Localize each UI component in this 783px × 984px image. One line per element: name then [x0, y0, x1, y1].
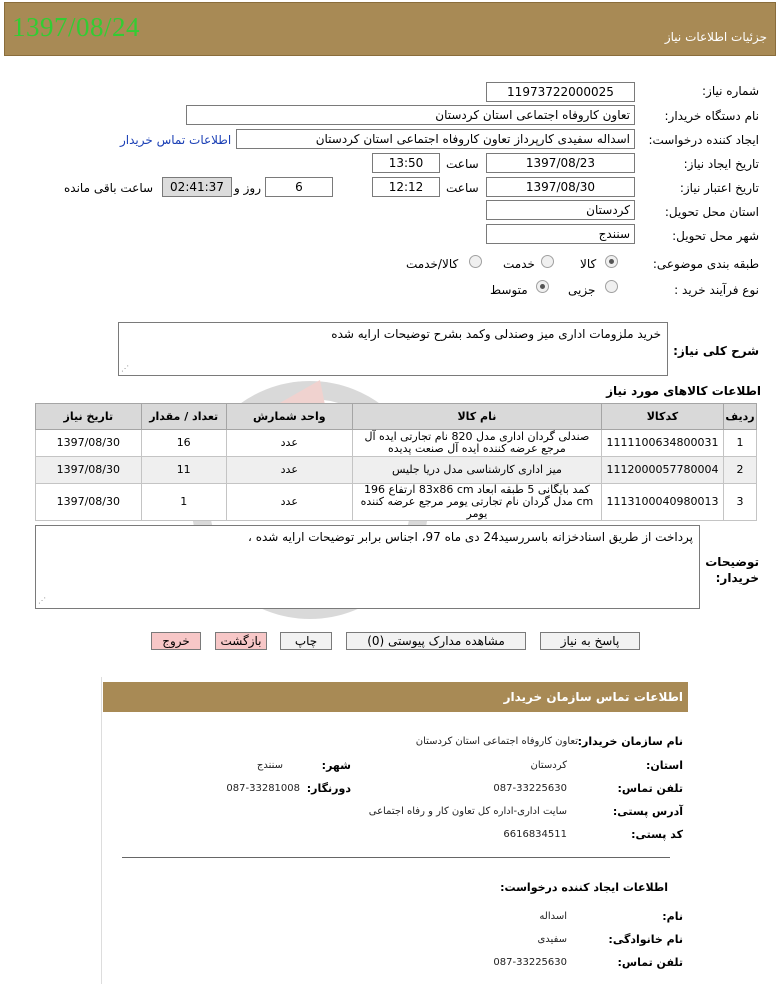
- contact-phone-label: تلفن تماس:: [617, 782, 683, 795]
- contact-postal-label: کد پستی:: [631, 828, 683, 841]
- category-option-both: کالا/خدمت: [406, 257, 459, 271]
- item-name: کمد بایگانی 5 طبقه ابعاد 83x86 cm ارتفاع 196 cm مدل گردان نام تجارتی یومر مرجع عرضه کننده یومر: [352, 484, 601, 521]
- item-date: 1397/08/30: [36, 457, 142, 484]
- validity-date-label: تاریخ اعتبار نیاز:: [679, 181, 759, 195]
- created-date-label: تاریخ ایجاد نیاز:: [683, 157, 759, 171]
- buyer-notes-label: توضیحات خریدار:: [705, 555, 759, 585]
- item-code: 1111100634800031: [601, 430, 723, 457]
- summary-text: خرید ملزومات اداری میز وصندلی وکمد بشرح توضیحات ارایه شده: [331, 327, 661, 341]
- print-button[interactable]: چاپ: [280, 632, 332, 650]
- category-label: طبقه بندی موضوعی:: [652, 257, 759, 271]
- contact-province-value: کردستان: [530, 760, 567, 771]
- contact-phone-value: 087-33225630: [493, 783, 567, 794]
- row-index: 1: [723, 430, 756, 457]
- created-time-label: ساعت: [446, 157, 479, 171]
- need-number-field[interactable]: 1197372200002​5: [486, 82, 635, 102]
- item-unit: عدد: [226, 430, 352, 457]
- items-header-row: [36, 404, 757, 430]
- remaining-time-field: 02:41:37: [162, 177, 232, 197]
- creator-first-name-value: اسداله: [539, 911, 567, 922]
- contact-city-value: سنندج: [256, 760, 283, 771]
- creator-first-name-label: نام:: [662, 910, 683, 923]
- buyer-notes-textarea[interactable]: [35, 525, 700, 609]
- validity-date-field[interactable]: 1397/08/30: [486, 177, 635, 197]
- item-name: میز اداری کارشناسی مدل دریا جلیس: [352, 457, 601, 484]
- item-qty: 1: [141, 484, 226, 521]
- process-option-minor: جزیی: [568, 283, 596, 297]
- days-field[interactable]: 6: [265, 177, 333, 197]
- col-header-row-number: ردیف: [723, 404, 756, 430]
- item-code: 1113100040980013: [601, 484, 723, 521]
- summary-label: شرح کلی نیاز:: [673, 344, 759, 358]
- reply-button[interactable]: پاسخ به نیاز: [540, 632, 640, 650]
- buyer-org-label: نام دستگاه خریدار:: [664, 109, 759, 123]
- item-date: 1397/08/30: [36, 430, 142, 457]
- requester-field[interactable]: اسداله سفیدی کارپرداز تعاون کاروفاه اجتماعی استان کردستان: [236, 129, 635, 149]
- col-header-name: نام کالا: [352, 404, 601, 430]
- days-label: روز و: [234, 181, 261, 195]
- province-field[interactable]: کردستان: [486, 200, 635, 220]
- creator-last-name-value: سفیدی: [537, 934, 567, 945]
- items-table: [35, 403, 757, 521]
- buyer-notes-text: پرداخت از طریق اسنادخزانه باسررسید24 دی ماه 97، اجناس برابر توضیحات ارایه شده ،: [248, 530, 693, 544]
- col-header-unit: واحد شمارش: [226, 404, 352, 430]
- category-option-service: خدمت: [503, 257, 535, 271]
- resize-grip-icon[interactable]: ⋰: [38, 596, 46, 605]
- created-date-field[interactable]: 1397/08/23: [486, 153, 635, 173]
- category-radio-both[interactable]: [469, 255, 482, 268]
- created-time-field[interactable]: 13:50: [372, 153, 440, 173]
- contact-panel-title: اطلاعات تماس سازمان خریدار: [503, 690, 683, 704]
- creator-phone-label: تلفن تماس:: [617, 956, 683, 969]
- contact-fax-value: 087-33281008: [226, 783, 300, 794]
- province-label: استان محل تحویل:: [664, 205, 759, 219]
- validity-time-label: ساعت: [446, 181, 479, 195]
- item-date: 1397/08/30: [36, 484, 142, 521]
- creator-section-title: اطلاعات ایجاد کننده درخواست:: [500, 881, 668, 894]
- exit-button[interactable]: خروج: [151, 632, 201, 650]
- city-field[interactable]: سنندج: [486, 224, 635, 244]
- contact-divider: [122, 857, 670, 858]
- contact-address-label: آدرس پستی:: [612, 805, 683, 818]
- city-label: شهر محل تحویل:: [672, 229, 759, 243]
- process-radio-medium[interactable]: [536, 280, 549, 293]
- buyer-contact-link[interactable]: اطلاعات تماس خریدار: [120, 133, 232, 147]
- requester-label: ایجاد کننده درخواست:: [648, 133, 759, 147]
- process-label: نوع فرآیند خرید :: [674, 283, 759, 297]
- page-title: جزئیات اطلاعات نیاز: [664, 30, 767, 44]
- col-header-qty: تعداد / مقدار: [141, 404, 226, 430]
- remaining-label: ساعت باقی مانده: [64, 181, 154, 195]
- contact-province-label: استان:: [646, 759, 683, 772]
- category-option-goods: کالا: [580, 257, 597, 271]
- contact-panel: [101, 677, 690, 984]
- back-button[interactable]: بازگشت: [215, 632, 267, 650]
- resize-grip-icon[interactable]: ⋰: [121, 364, 129, 373]
- table-row: [36, 484, 757, 521]
- buyer-org-field[interactable]: تعاون کاروفاه اجتماعی استان کردستان: [186, 105, 635, 125]
- contact-org-label: نام سازمان خریدار:: [577, 735, 683, 748]
- process-option-medium: متوسط: [490, 283, 528, 297]
- need-number-label: شماره نیاز:: [702, 84, 759, 98]
- contact-city-label: شهر:: [321, 759, 351, 772]
- col-header-code: کدکالا: [601, 404, 723, 430]
- category-radio-service[interactable]: [541, 255, 554, 268]
- category-radio-goods[interactable]: [605, 255, 618, 268]
- contact-postal-value: 6616834511: [503, 829, 567, 840]
- creator-phone-value: 087-33225630: [493, 957, 567, 968]
- table-row: [36, 430, 757, 457]
- item-qty: 11: [141, 457, 226, 484]
- col-header-date: تاریخ نیاز: [36, 404, 142, 430]
- items-section-title: اطلاعات کالاهای مورد نیاز: [606, 384, 761, 398]
- contact-address-value: سایت اداری-اداره کل تعاون کار و رفاه اجتماعی: [368, 806, 567, 817]
- item-code: 1112000057780004: [601, 457, 723, 484]
- creator-last-name-label: نام خانوادگی:: [608, 933, 683, 946]
- row-index: 2: [723, 457, 756, 484]
- item-unit: عدد: [226, 484, 352, 521]
- item-unit: عدد: [226, 457, 352, 484]
- validity-time-field[interactable]: 12:12: [372, 177, 440, 197]
- item-name: صندلی گردان اداری مدل 820 نام تجارتی ایده آل مرجع عرضه کننده ایده آل صنعت پدیده: [352, 430, 601, 457]
- contact-fax-label: دورنگار:: [306, 782, 351, 795]
- process-radio-minor[interactable]: [605, 280, 618, 293]
- table-row: [36, 457, 757, 484]
- row-index: 3: [723, 484, 756, 521]
- summary-textarea[interactable]: [118, 322, 668, 376]
- view-attachments-button[interactable]: مشاهده مدارک پیوستی (0): [346, 632, 526, 650]
- contact-org-value: تعاون کاروفاه اجتماعی استان کردستان: [415, 736, 578, 747]
- date-stamp: 1397/08/24: [12, 12, 141, 42]
- item-qty: 16: [141, 430, 226, 457]
